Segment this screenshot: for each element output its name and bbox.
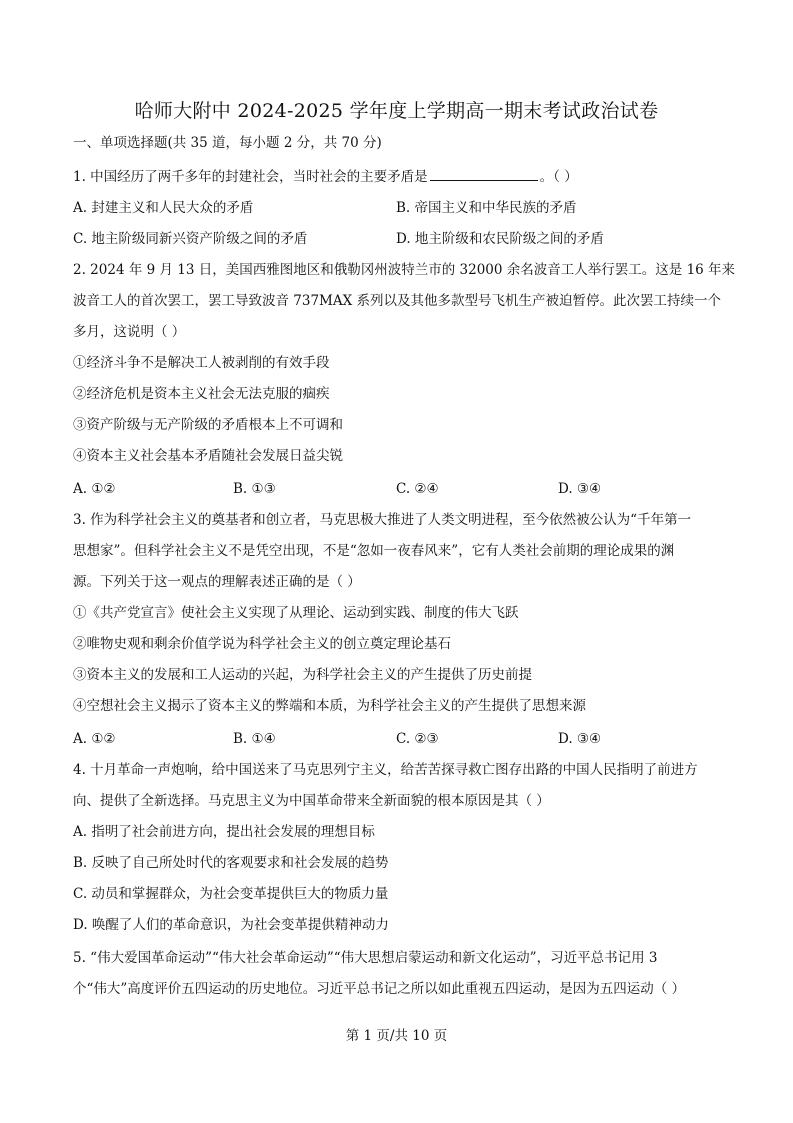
- question-3-stem-line-2: 思想家”。但科学社会主义不是凭空出现，不是“忽如一夜春风来”，它有人类社会前期的理论成果的渊: [73, 543, 675, 559]
- question-4-option-b: B. 反映了自己所处时代的客观要求和社会发展的趋势: [73, 855, 389, 871]
- question-2-option-d: D. ③④: [558, 481, 602, 497]
- question-3-option-b: B. ①④: [233, 731, 276, 747]
- question-1-stem-text: 1. 中国经历了两千多年的封建社会，当时社会的主要矛盾是: [73, 169, 428, 185]
- question-3-stem-line-3: 源。下列关于这一观点的理解表述正确的是（ ）: [73, 574, 361, 590]
- question-5-stem-line-1: 5. “伟大爱国革命运动”“伟大社会革命运动”“伟大思想启蒙运动和新文化运动”，习近平总书记用 3: [73, 950, 658, 966]
- question-1-option-b: B. 帝国主义和中华民族的矛盾: [396, 200, 577, 216]
- question-3-stem-line-1: 3. 作为科学社会主义的奠基者和创立者，马克思极大推进了人类文明进程，至今依然被公认为“千年第一: [73, 512, 692, 528]
- question-5-stem-line-2: 个“伟大”高度评价五四运动的历史地位。习近平总书记之所以如此重视五四运动，是因为五四运动（ ）: [73, 981, 686, 997]
- question-4-option-c: C. 动员和掌握群众，为社会变革提供巨大的物质力量: [73, 886, 389, 902]
- question-1-stem: [73, 168, 723, 186]
- question-4-option-a: A. 指明了社会前进方向，提出社会发展的理想目标: [73, 824, 375, 840]
- question-3-statement-3: ③资本主义的发展和工人运动的兴起，为科学社会主义的产生提供了历史前提: [73, 667, 532, 683]
- question-3-statement-2: ②唯物史观和剩余价值学说为科学社会主义的创立奠定理论基石: [73, 636, 451, 652]
- section-heading: 一、单项选择题(共 35 道，每小题 2 分，共 70 分): [73, 135, 382, 151]
- question-2-option-a: A. ①②: [73, 481, 116, 497]
- question-2-statement-1: ①经济斗争不是解决工人被剥削的有效手段: [73, 355, 330, 371]
- question-3-option-a: A. ①②: [73, 731, 116, 747]
- question-2-option-b: B. ①③: [233, 481, 276, 497]
- question-1-option-d: D. 地主阶级和农民阶级之间的矛盾: [396, 231, 604, 247]
- question-2-statement-4: ④资本主义社会基本矛盾随社会发展日益尖锐: [73, 448, 343, 464]
- question-2-stem-line-3: 多月，这说明（ ）: [73, 324, 186, 340]
- question-4-option-d: D. 唤醒了人们的革命意识，为社会变革提供精神动力: [73, 917, 389, 933]
- answer-blank: [430, 168, 538, 181]
- question-1-stem-end: 。（ ）: [539, 169, 578, 185]
- page-footer: 第 1 页/共 10 页: [345, 1028, 448, 1044]
- question-2-option-c: C. ②④: [396, 481, 439, 497]
- page-title: 哈师大附中 2024-2025 学年度上学期高一期末考试政治试卷: [134, 100, 659, 122]
- question-2-stem-line-2: 波音工人的首次罢工，罢工导致波音 737MAX 系列以及其他多款型号飞机生产被迫暂停。此次罢工持续一个: [73, 293, 722, 309]
- question-1-option-a: A. 封建主义和人民大众的矛盾: [73, 200, 254, 216]
- question-2-statement-2: ②经济危机是资本主义社会无法克服的痼疾: [73, 386, 330, 402]
- question-2-stem-line-1: 2. 2024 年 9 月 13 日，美国西雅图地区和俄勒冈州波特兰市的 32000 余名波音工人举行罢工。这是 16 年来: [73, 262, 736, 278]
- question-4-stem-line-1: 4. 十月革命一声炮响，给中国送来了马克思列宁主义，给苦苦探寻救亡图存出路的中国人民指明了前进方: [73, 762, 698, 778]
- question-2-statement-3: ③资产阶级与无产阶级的矛盾根本上不可调和: [73, 417, 343, 433]
- question-3-option-d: D. ③④: [558, 731, 602, 747]
- question-4-stem-line-2: 向、提供了全新选择。马克思主义为中国革命带来全新面貌的根本原因是其（ ）: [73, 793, 550, 809]
- question-1-option-c: C. 地主阶级同新兴资产阶级之间的矛盾: [73, 231, 308, 247]
- question-3-statement-4: ④空想社会主义揭示了资本主义的弊端和本质，为科学社会主义的产生提供了思想来源: [73, 698, 586, 714]
- question-3-statement-1: ①《共产党宣言》使社会主义实现了从理论、运动到实践、制度的伟大飞跃: [73, 605, 519, 621]
- question-3-option-c: C. ②③: [396, 731, 439, 747]
